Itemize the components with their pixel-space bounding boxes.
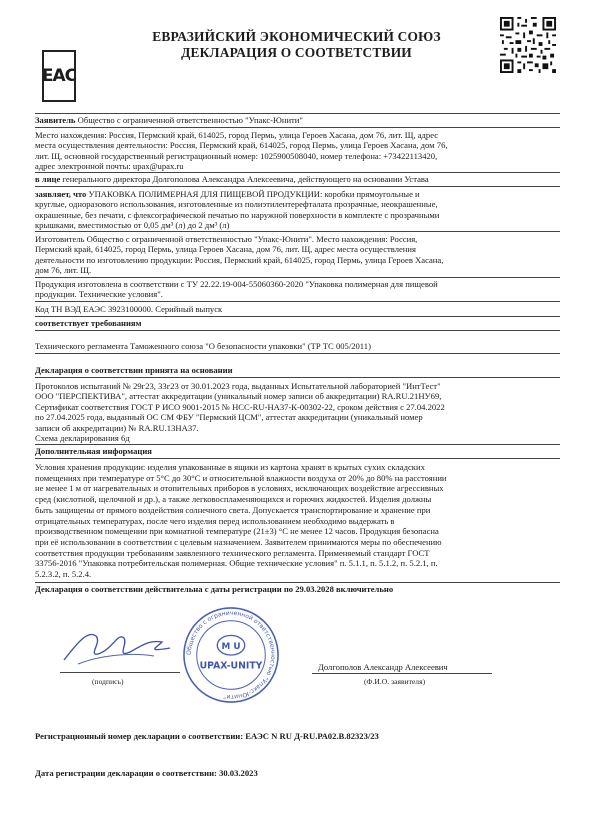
- company-seal: [182, 606, 280, 704]
- text-line: 5.2.3.2, п. 5.2.4.: [35, 569, 92, 580]
- text-line: Пермский край, 614025, город Пермь, улица Героев Хасана, дом 76, лит. Щ, адрес места осуществления: [35, 244, 416, 255]
- document-title-union: ЕВРАЗИЙСКИЙ ЭКОНОМИЧЕСКИЙ СОЮЗ: [152, 29, 441, 44]
- text-line: крышками, вместимостью от 0,05 дм³ (л) до 2 дм³ (л): [35, 220, 230, 231]
- basis-heading: Декларация о соответствии принята на основании: [35, 365, 233, 375]
- manufacturer-block: [35, 234, 443, 276]
- sign-caption: (подпись): [92, 677, 124, 686]
- text-line: Место нахождения: Россия, Пермский край, 614025, город Пермь, улица Героев Хасана, дом 76, лит. Щ, адрес: [35, 130, 439, 140]
- applicant-value: Общество с ограниченной ответственностью "Упакс-Юнити": [75, 115, 303, 125]
- text-line: 33756-2016 "Упаковка потребительская полимерная. Общие технические условия" п. 5.1.1, п. 5.1.2, п. 5.2.1, п.: [35, 558, 438, 569]
- complies-text: Технического регламента Таможенного союза "О безопасности упаковки" (ТР ТС 005/2011): [35, 341, 371, 351]
- divider: [35, 127, 560, 128]
- seal-mu: M U: [221, 642, 241, 653]
- seal-brand: UPAX-UNITY: [199, 660, 263, 672]
- applicant-label: Заявитель: [35, 115, 76, 125]
- code-line: Код ТН ВЭД ЕАЭС 3923100000. Серийный выпуск: [35, 304, 223, 314]
- produced-block: [35, 279, 438, 300]
- signer-name: Долгополов Александр Алексеевич: [318, 662, 448, 672]
- name-line: [312, 673, 492, 674]
- name-caption: (Ф.И.О. заявителя): [364, 677, 426, 686]
- additional-heading: Дополнительная информация: [35, 446, 152, 456]
- divider: [35, 353, 560, 354]
- text-line: УПАКОВКА ПОЛИМЕРНАЯ ДЛЯ ПИЩЕВОЙ ПРОДУКЦИИ: коробки прямоугольные и: [86, 189, 420, 199]
- text-line: не менее 1 м от нагревательных и отопительных приборов в условиях, исключающих воздействие агрессивных: [35, 483, 444, 494]
- text-line: места осуществления деятельности: Россия, Пермский край, 614025, город Пермь, улица Героев Хасана, дом 76,: [35, 140, 448, 151]
- applicant-row: [35, 115, 303, 125]
- text-line: быть защищены от прямого воздействия солнечного света. Допускается транспортирование и хранение при: [35, 504, 431, 515]
- divider: [35, 582, 560, 583]
- complies-heading: соответствует требованиям: [35, 318, 142, 328]
- text-line: продукции. Технические условия".: [35, 289, 163, 300]
- text-line: при её использовании в соответствии с целевым назначением. Заявителем принимаются меры по обеспечению: [35, 536, 442, 547]
- divider: [35, 186, 560, 187]
- validity-text: Декларация о соответствии действительна с даты регистрации по 29.03.2028 включительно: [35, 584, 394, 594]
- text-line: лит. Щ, основной государственный регистрационный номер: 1025900508040, номер телефона: +73422113420,: [35, 150, 438, 161]
- signature-line: [60, 672, 180, 673]
- text-line: деятельности по изготовлению продукции: Россия, Пермский край, 614025, город Пермь, улица Героев Хасана,: [35, 254, 444, 265]
- divider: [35, 301, 560, 302]
- text-line: сред (кислотной, щелочной и др.), а также легковоспламеняющихся и горючих жидкостей. Изделия должны: [35, 494, 432, 505]
- divider: [35, 172, 560, 173]
- divider: [35, 330, 560, 331]
- additional-block: [35, 462, 447, 580]
- text-line: Сертификат соответствия ГОСТ Р ИСО 9001-2015 № НСС-RU-НА37-К-00302-22, сроком действия с 27.04.2022: [35, 401, 445, 412]
- seal-ring-text: Общество с ограниченной ответственностью "Упакс-Юнити": [185, 609, 277, 701]
- qr-code-icon: [500, 17, 556, 73]
- text-line: дом 76, лит. Щ.: [35, 265, 92, 276]
- divider: [35, 444, 560, 445]
- handwritten-signature: [58, 622, 178, 672]
- applicant-address: [35, 130, 448, 172]
- text-line: соответствия продукции требованиям заявленного технического регламента. Применяемый стандарт ГОСТ: [35, 547, 430, 558]
- text-line: окрашенные, без печати, с флексографической печатью по наружной поверхности в комплекте с прозрачными: [35, 209, 440, 220]
- divider: [35, 277, 560, 278]
- text-line: Продукция изготовлена в соответствии с ТУ 22.22.19-004-55060360-2020 "Упаковка полимерная для пищевой: [35, 279, 438, 289]
- divider: [35, 316, 560, 317]
- eac-logo: EAC: [42, 50, 76, 102]
- text-line: Протоколов испытаний № 29г23, 33г23 от 30.01.2023 года, выданных Испытательной лабораторией "ИнтТест": [35, 381, 441, 391]
- person-label: в лице: [35, 174, 61, 184]
- declares-block: [35, 189, 439, 231]
- divider: [35, 458, 560, 459]
- basis-block: [35, 381, 445, 443]
- text-line: адрес электронной почты: upax@upax.ru: [35, 161, 184, 172]
- text-line: Схема декларирования 6д: [35, 433, 130, 444]
- divider: [35, 113, 560, 114]
- text-line: помещениях при температуре от 5°С до 30°С и относительной влажности воздуха от 20% до 80% на расстоянии: [35, 472, 447, 483]
- text-line: записи об аккредитации) № RA.RU.13НА37.: [35, 422, 199, 433]
- text-line: по 27.04.2025 года, выданный ОС СМ ФБУ "Пермский ЦСМ", аттестат аккредитации (уникальный номер: [35, 412, 423, 423]
- document-title-declaration: ДЕКЛАРАЦИЯ О СООТВЕТСТВИИ: [181, 45, 412, 60]
- divider: [35, 231, 560, 232]
- text-line: ООО "ПЕРСПЕКТИВА", аттестат аккредитации (уникальный номер записи об аккредитации) RA.RU.21НУ69,: [35, 391, 442, 402]
- declares-label: заявляет, что: [35, 189, 87, 199]
- registration-number: Регистрационный номер декларации о соответствии: ЕАЭС N RU Д-RU.РА02.В.82323/23: [35, 731, 379, 741]
- text-line: производственном помещении при комнатной температуре (21±3) °С не менее 12 часов. Продукция безопасна: [35, 526, 439, 537]
- applicant-person: [35, 174, 429, 184]
- registration-date: Дата регистрации декларации о соответствии: 30.03.2023: [35, 768, 258, 778]
- text-line: круглые, одноразового использования, изготовленные из полиэтилентерефталата прозрачные, неокрашенные,: [35, 199, 438, 210]
- text-line: отрицательных температурах, после чего изделия перед использованием необходимо выдержать в: [35, 515, 395, 526]
- person-value: генерального директора Долгополова Александра Алексеевича, действующего на основании Устава: [60, 174, 429, 184]
- text-line: Изготовитель Общество с ограниченной ответственностью "Упакс-Юнити". Место нахождения: Россия,: [35, 234, 418, 244]
- text-line: Условия хранения продукции: изделия упакованные в ящики из картона хранят в крытых сухих складских: [35, 462, 425, 472]
- divider: [35, 377, 560, 378]
